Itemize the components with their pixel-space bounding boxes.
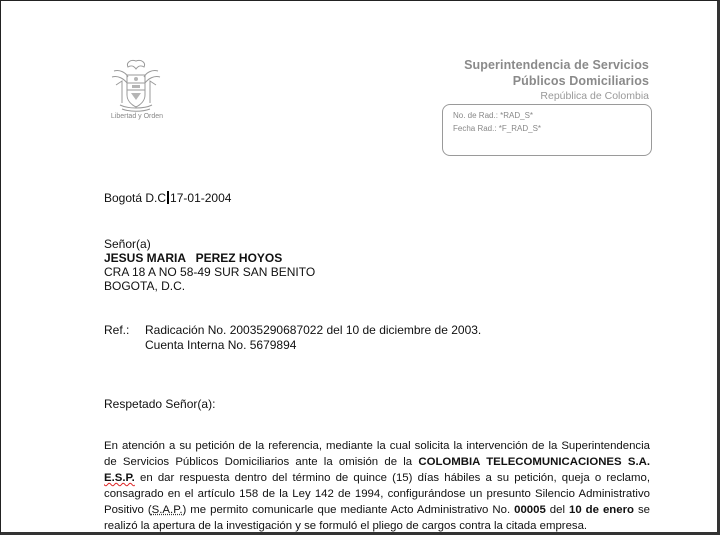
agency-line-2: Públicos Domiciliarios xyxy=(512,74,649,88)
radicado-box xyxy=(442,104,652,156)
reference-line-1: Radicación No. 20035290687022 del 10 de diciembre de 2003. xyxy=(145,323,482,337)
body-text-4: del xyxy=(545,504,569,516)
recipient-city: BOGOTA, D.C. xyxy=(104,279,186,293)
act-number: 00005 xyxy=(514,504,546,516)
body-text-2: en dar respuesta dentro del término de quince (15) días hábiles a su petición, queja o reclamo, consagrado en el artículo 158 de la Ley 142 de 1994, configurándose un presunto Silencio Administrativo Positivo ( xyxy=(104,472,650,516)
body-text-1: En atención a su petición de la referencia, mediante la cual solicita la intervención de la Superintendencia de Servicios Públicos Domiciliarios ante la omisión de la xyxy=(104,440,650,468)
radicado-number: No. de Rad.: *RAD_S* xyxy=(453,111,534,120)
body-text-3: ) me permito comunicarle que mediante Acto Administrativo No. xyxy=(182,504,515,516)
date-city: Bogotá D.C xyxy=(104,191,167,205)
radicado-date: Fecha Rad.: *F_RAD_S* xyxy=(453,124,542,133)
act-date: 10 de enero xyxy=(569,504,634,516)
sap-abbrev: S.A.P. xyxy=(151,504,183,516)
body-paragraph xyxy=(104,438,650,534)
body-text-5: se realizó la apertura de la investigación y se formuló el pliego de cargos contra la citada empresa. xyxy=(104,504,650,532)
country-name: República de Colombia xyxy=(540,90,649,102)
agency-name xyxy=(464,57,649,89)
agency-line-1: Superintendencia de Servicios xyxy=(464,58,649,72)
recipient-salutation: Señor(a) xyxy=(104,237,151,251)
recipient-name: JESUS MARIA PEREZ HOYOS xyxy=(104,251,283,265)
recipient-address: CRA 18 A NO 58-49 SUR SAN BENITO xyxy=(104,265,316,279)
reference-label: Ref.: xyxy=(104,323,130,337)
greeting: Respetado Señor(a): xyxy=(104,397,216,411)
date-line[interactable] xyxy=(104,191,231,205)
reference-line-2: Cuenta Interna No. 5679894 xyxy=(145,338,297,352)
logo-caption: Libertad y Orden xyxy=(110,113,164,120)
company-name: COLOMBIA TELECOMUNICACIONES S.A. xyxy=(418,456,650,468)
text-cursor xyxy=(167,191,169,204)
company-esp: E.S.P. xyxy=(104,472,135,484)
date-value: 17-01-2004 xyxy=(170,191,232,205)
